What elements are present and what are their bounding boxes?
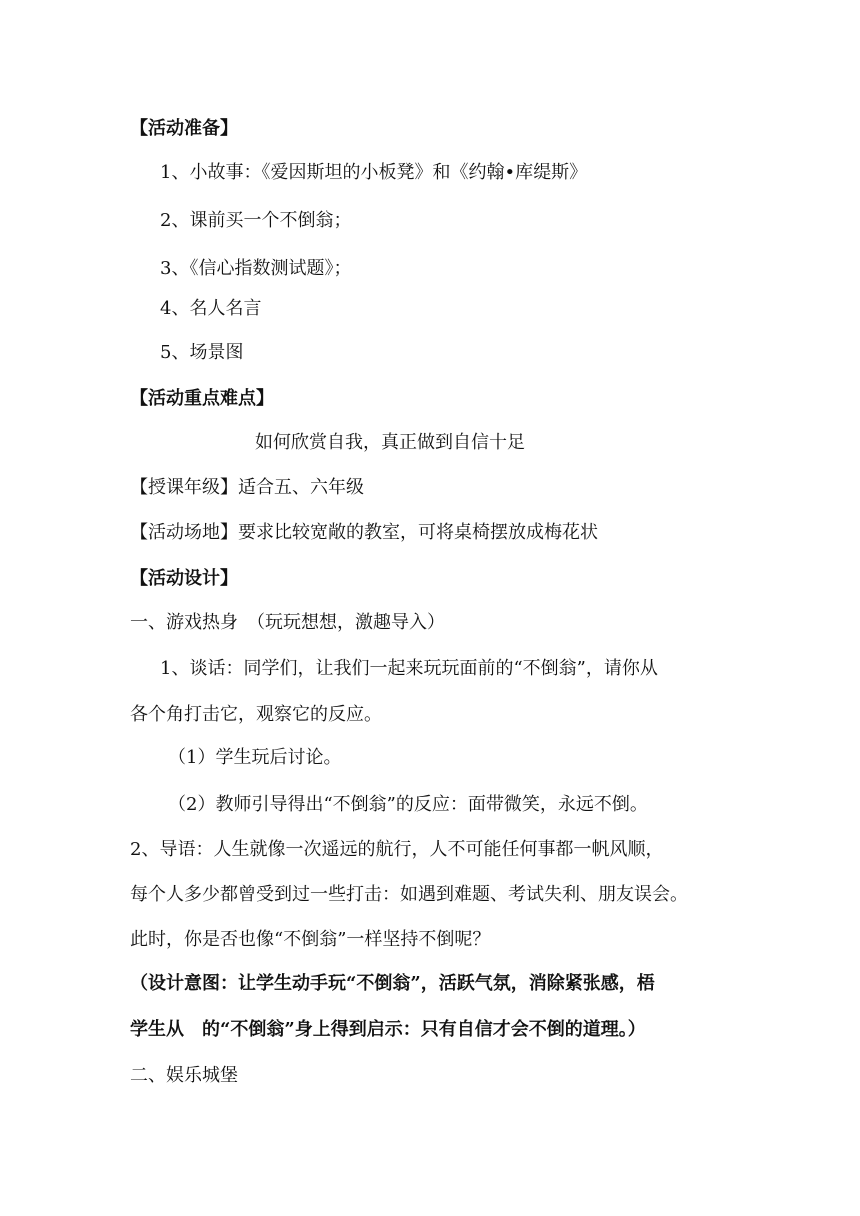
design-intent-line1: （设计意图：让学生动手玩“不倒翁”，活跃气氛，消除紧张感，梧 [130, 973, 655, 994]
part1-sub1: （1）学生玩后讨论。 [168, 747, 342, 768]
focus-text: 如何欣赏自我，真正做到自信十足 [255, 432, 525, 453]
prep-item-3: 3、《信心指数测试题》； [160, 258, 352, 279]
grade-line: 【授课年级】适合五、六年级 [130, 477, 364, 498]
design-intent-line2: 学生从 的“不倒翁”身上得到启示：只有自信才会不倒的道理。） [130, 1019, 646, 1040]
design-heading: 【活动设计】 [130, 568, 238, 589]
prep-heading: 【活动准备】 [130, 118, 238, 139]
part1-item2-line1: 2、导语：人生就像一次遥远的航行，人不可能任何事都一帆风顺， [130, 839, 664, 860]
part1-item2-line3: 此时，你是否也像“不倒翁”一样坚持不倒呢？ [130, 929, 491, 950]
part1-item1-line1: 1、谈话：同学们，让我们一起来玩玩面前的“不倒翁”，请你从 [160, 658, 658, 679]
part1-item2-line2: 每个人多少都曾受到过一些打击：如遇到难题、考试失利、朋友误会。 [130, 884, 688, 905]
prep-item-4: 4、名人名言 [160, 298, 262, 319]
focus-heading: 【活动重点难点】 [130, 388, 274, 409]
part1-sub2: （2）教师引导得出“不倒翁”的反应：面带微笑，永远不倒。 [168, 794, 648, 815]
part1-item1-line2: 各个角打击它，观察它的反应。 [130, 704, 382, 725]
venue-line: 【活动场地】要求比较宽敞的教室，可将桌椅摆放成梅花状 [130, 522, 598, 543]
prep-item-1: 1、小故事：《爱因斯坦的小板凳》和《约翰•库缇斯》 [160, 162, 588, 183]
part1-title: 一、游戏热身 （玩玩想想，激趣导入） [130, 612, 445, 633]
prep-item-2: 2、课前买一个不倒翁； [160, 210, 352, 231]
prep-item-5: 5、场景图 [160, 342, 244, 363]
part2-title: 二、娱乐城堡 [130, 1065, 238, 1086]
